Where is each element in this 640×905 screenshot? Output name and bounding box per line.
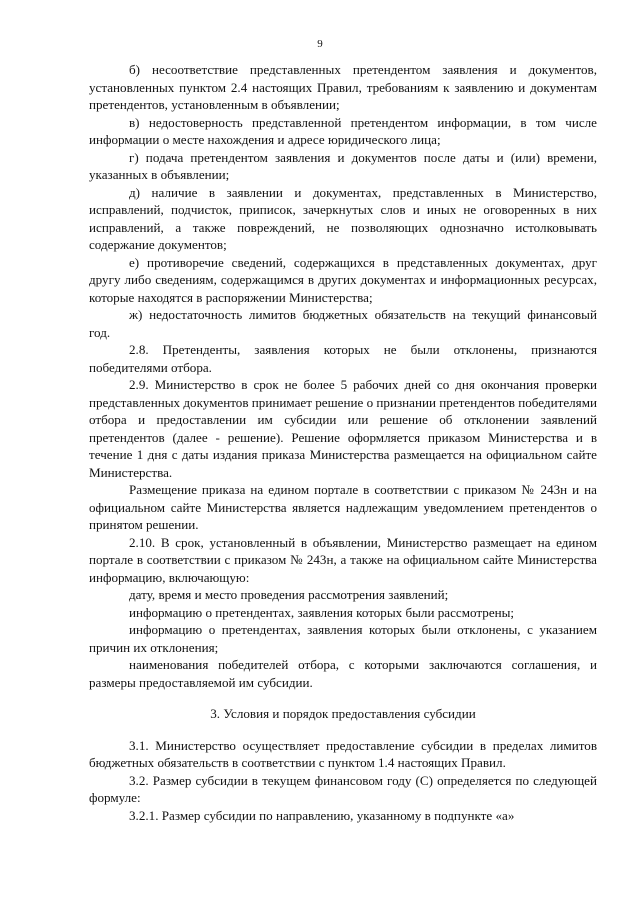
list-item-reviewed: информацию о претендентах, заявления которых были рассмотрены; — [129, 604, 515, 620]
document-body — [89, 61, 597, 824]
paragraph-3-2-1: 3.2.1. Размер субсидии по направлению, указанному в подпункте «а» — [129, 807, 515, 823]
paragraph-b: б) несоответствие представленных претендентом заявления и документов, установленных пунктом 2.4 настоящих Правил, требованиям к заявлению и документам претендентов, установленным в объявлении; — [89, 62, 597, 112]
paragraph-e: е) противоречие сведений, содержащихся в представленных документах, друг другу либо сведениям, содержащимся в других документах и информационных ресурсах, которые находятся в распоряжении Министерства; — [89, 254, 597, 305]
section-heading: 3. Условия и порядок предоставления субсидии — [210, 706, 476, 721]
page-number: 9 — [317, 38, 323, 50]
paragraph-zh: ж) недостаточность лимитов бюджетных обязательств на текущий финансовый год. — [89, 307, 597, 340]
paragraph-placement: Размещение приказа на едином портале в соответствии с приказом № 243н и на официальном сайте Министерства является надлежащим уведомлением претендентов о принятом решении. — [89, 482, 597, 532]
paragraph-2-8: 2.8. Претенденты, заявления которых не были отклонены, признаются победителями отбора. — [89, 342, 597, 375]
paragraph-2-10: 2.10. В срок, установленный в объявлении, Министерство размещает на едином портале в соответствии с приказом № 243н, а также на официальном сайте Министерства информацию, включающую: — [89, 534, 597, 585]
list-item-date: дату, время и место проведения рассмотрения заявлений; — [129, 587, 449, 602]
paragraph-v: в) недостоверность представленной претендентом информации, в том числе информации о месте нахождения и адресе юридического лица; — [89, 114, 597, 147]
paragraph-3-1: 3.1. Министерство осуществляет предоставление субсидии в пределах лимитов бюджетных обязательств в соответствии с пунктом 1.4 настоящих Правил. — [89, 737, 597, 770]
paragraph-d: д) наличие в заявлении и документах, представленных в Министерство, исправлений, подчисток, приписок, зачеркнутых слов и иных не оговоренных в них исправлений, а также повреждений, не позволяющих однозначно истолковывать содержание документов; — [89, 184, 597, 252]
paragraph-g: г) подача претендентом заявления и документов после даты и (или) времени, указанных в объявлении; — [89, 149, 597, 182]
list-item-rejected: информацию о претендентах, заявления которых были отклонены, с указанием причин их отклонения; — [89, 622, 597, 655]
paragraph-2-9: 2.9. Министерство в срок не более 5 рабочих дней со дня окончания проверки представленных документов принимает решение о признании претендентов победителями отбора и предоставлении им субсидии или решение об отклонении заявлений претендентов (далее - решение). Решение оформляется приказом Министерства и в течение 1 дня с даты издания приказа Министерства размещается на официальном сайте Министерства. — [89, 377, 597, 480]
paragraph-3-2: 3.2. Размер субсидии в текущем финансовом году (С) определяется по следующей формуле: — [89, 772, 597, 805]
list-item-winners: наименования победителей отбора, с которыми заключаются соглашения, и размеры предоставляемой им субсидии. — [89, 657, 597, 690]
